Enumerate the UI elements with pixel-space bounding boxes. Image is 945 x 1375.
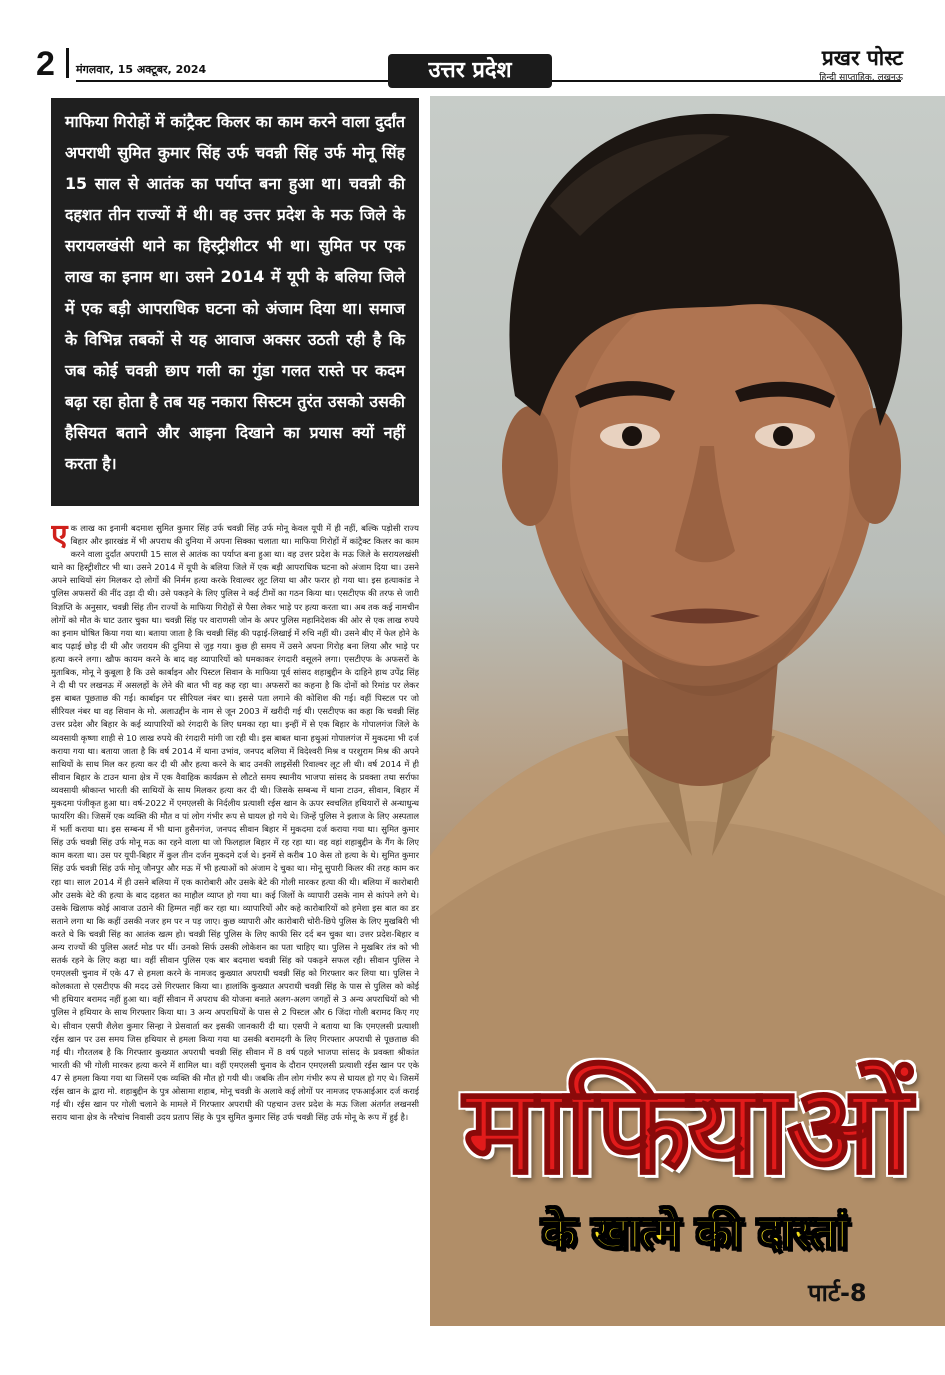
newspaper-tagline: हिन्दी साप्ताहिक, लखनऊ bbox=[819, 73, 903, 83]
issue-date: मंगलवार, 15 अक्टूबर, 2024 bbox=[76, 63, 207, 76]
page-number: 2 bbox=[36, 45, 55, 83]
header-divider bbox=[66, 48, 69, 78]
series-part: पार्ट-8 bbox=[808, 1279, 867, 1307]
masthead bbox=[0, 0, 945, 92]
subheadline: के खात्मे की दास्तां bbox=[541, 1206, 849, 1259]
drop-cap: ए bbox=[51, 522, 68, 553]
article-text: क लाख का इनामी बदमाश सुमित कुमार सिंह उर्फ चवन्नी सिंह उर्फ मोनू केवल यूपी में ही नहीं, बल्कि पड़ोसी राज्य बिहार और झारखंड में भी अपराध की दुनिया में अपना सिक्का चलाता था। माफिया गिरोहों में कांट्रैक्ट किलर का काम करने वाला दुर्दांत अपराधी 15 साल से आतंक का पर्याप्त बना हुआ था। वह उत्तर प्रदेश के मऊ जिले के सरायलखंसी थाने का हिस्ट्रीशीटर भी था। उसने 2014 में यूपी के बलिया जिले में एक बड़ी आपराधिक घटना को अंजाम दिया था। उसने अपने साथियों संग मिलकर दो लोगों की निर्मम हत्या करके रिवाल्वर लूट लिया था और फरार हो गया था। इस हत्याकांड ने पुलिस अफसरों की नींद उड़ा दी थी। उसे पकड़ने के लिए पुलिस ने कई टीमों का गठन किया था। एसटीएफ की तरफ से जारी विज्ञप्ति के अनुसार, चवन्नी सिंह तीन राज्यों के माफिया गिरोहों से पैसा लेकर भाड़े पर हत्या करता था। अब तक कई नामचीन लोगों को मौत के घाट उतार चुका था। चवन्नी सिंह पर वाराणसी जोन के अपर पुलिस महानिदेशक की ओर से एक लाख रुपये का इनाम घोषित किया गया था। बताया जाता है कि चवन्नी सिंह की पढ़ाई-लिखाई में रुचि नहीं थी। उसने बीए में फेल होने के बाद पढ़ाई छोड़ दी थी और जरायम की दुनिया से जुड़ गया। कुछ ही समय में उसने अपना गिरोह बना लिया और भाड़े पर हत्या करने लगा। खौफ कायम करने के बाद वह व्यापारियों को धमकाकर रंगदारी वसूलने लगा। एसटीएफ के अफसरों के मुताबिक, मोनू ने कुबूला है कि उसे कार्बाइन और पिस्टल सिवान के माफिया पूर्व सांसद शहाबुद्दीन के दाहिने हाथ उपेंद्र सिंह ने दी थी पर लखनऊ में असलहों के लेने की बात भी वह कह रहा था। अफसरों का कहना है कि दोनों को रिमांड पर लेकर इस बाबत पूछताछ की गई। कार्बाइन पर सीरियल नंबर था। इससे पता लगाने की कोशिश की गई। वहीं पिस्टल पर जो सीरियल नंबर था वह सिवान के मो. अलाउद्दीन के नाम से जून 2003 में खरीदी गई थी। एसटीएफ का कहा कि चवन्नी सिंह उत्तर प्रदेश और बिहार के कई व्यापारियों को रंगदारी के लिए धमका रहा था। इन्हीं में से एक बिहार के गोपालगंज जिले के व्यवसायी कृष्णा शाही से 10 लाख रुपये की रंगदारी मांगी जा रही थी। इस बाबत थाना हथुआं गोपालगंज में मुकदमा भी दर्ज कराया गया था। बताया जाता है कि वर्ष 2014 में थाना उभांव, जनपद बलिया में विदेश्वरी मिश्र व परशुराम मिश्र की अपने साथियों के साथ मिल कर हत्या कर दी थी और हत्या करने के बाद उनकी लाइसेंसी रिवाल्वर लूट ली थी। वर्ष 2014 में ही सीवान बिहार के टाउन थाना क्षेत्र में एक वैवाहिक कार्यक्रम से लौटते समय स्थानीय भाजपा सांसद के प्रवक्ता तथा सर्राफा व्यवसायी श्रीकान्त भारती की साथियों के साथ मिलकर हत्या कर दी थी। जिसके सम्बन्ध में थाना टाउन, सीवान, बिहार में मुकदमा पंजीकृत हुआ था। वर्ष-2022 में एमएलसी के निर्दलीय प्रत्याशी रईस खान के ऊपर स्वचलित हथियारों से अन्धाधुन्ध फायरिंग की। जिसमें एक व्यक्ति की मौत व पां लोग गंभीर रूप से घायल हो गये थे। जिन्हें पुलिस ने इलाज के लिए अस्पताल में भर्ती कराया था। इस सम्बन्ध में भी थाना हुसैनगंज, जनपद सीवान बिहार में मुकदमा दर्ज कराया गया था। सुमित कुमार सिंह उर्फ चवन्नी सिंह उर्फ मोनू मऊ का रहने वाला था जो फिलहाल बिहार में रह रहा था। वह वहां शहाबुद्दीन के गैंग के लिए काम करता था। उस पर यूपी-बिहार में कुल तीन दर्जन मुकदमे दर्ज थे। इनमें से करीब 10 केस तो हत्या के थे। सुमित कुमार सिंह उर्फ चवन्नी सिंह उर्फ मोनू जौनपुर और मऊ में भी हत्याओं को अंजाम दे चुका था। मोनू सुपारी किलर की तरह काम कर रहा था। साल 2014 में ही उसने बलिया में एक कारोबारी और उसके बेटे की गोली मारकर हत्या की थी। बलिया में कारोबारी और उसके बेटे की हत्या के बाद दहशत का माहौल व्याप्त हो गया था। कई जिलों के व्यापारी उसके नाम से कांपने लगे थे। उसके खिलाफ कोई आवाज उठाने की हिम्मत नहीं कर रहा था। व्यापारियों और कहे कारोबारियों को हमेशा इस बात का डर सताने लगा था कि कहीं उसकी नजर हम पर न पड़ जाए। कुछ व्यापारी और कारोबारी चोरी-छिपे पुलिस के लिए मुखबिरी भी करते थे कि चवन्नी सिंह का आतंक खत्म हो। चवन्नी सिंह पुलिस के लिए काफी सिर दर्द बन चुका था। उत्तर प्रदेश-बिहार व अन्य राज्यों की पुलिस अलर्ट मोड पर थीं। उनको सिर्फ उसकी लोकेशन का पता चाहिए था। पुलिस ने मुखबिर तंत्र को भी सतर्क रहने के लिए कहा था। वहीं सीवान पुलिस एक बार बदमाश चवन्नी सिंह को पकड़ने सफल रही। सीवान पुलिस ने एमएलसी चुनाव में एके 47 से हमला करने के नामजद कुख्यात अपराधी चवन्नी सिंह को गिरफ्तार कर लिया था। पुलिस ने कोलकाता से एसटीएफ की मदद उसे गिरफ्तार किया था। हालांकि कुख्यात अपराधी चवन्नी सिंह के पास से पुलिस को कोई भी हथियार बरामद नहीं हुआ था। वहीं सीवान में अपराध की योजना बनाते अलग-अलग जगहों से 3 अन्य अपराधियों को भी पुलिस ने हथियार के साथ गिरफ्तार किया था। 3 अन्य अपराधियों के पास से 2 पिस्टल और 6 जिंदा गोली बरामद किए गए थे। सीवान एसपी शैलेश कुमार सिन्हा ने प्रेसवार्ता कर इसकी जानकारी दी था। एसपी ने बताया था कि एमएलसी प्रत्याशी रईस खान पर उस समय जिस हथियार से हमला किया गया था उसकी बरामदगी के लिए गिरफ्तार अपराधी से पूछताछ की गई थी। गौरतलब है कि गिरफ्तार कुख्यात अपराधी चवन्नी सिंह सीवान में 8 वर्ष पहले भाजपा सांसद के प्रवक्ता श्रीकांत भारती की भी गोली मारकर हत्या करने में शामिल था। वहीं एमएलसी चुनाव के दौरान एमएलसी प्रत्याशी रईस खान पर एके 47 से हमला किया गया था जिसमें एक व्यक्ति की मौत हो गयी थी। जबकि तीन लोग गंभीर रूप से घायल हो गए थे। जिसमें रईस खान के द्वारा मो. शहाबुद्दीन के पुत्र ओसामा शहाब, मोनू चवन्नी के अलावे कई लोगों पर नामजद एफआईआर दर्ज कराई गई थी। रईस खान पर गोली चलाने के मामले में गिरफ्तार अपराधी की पहचान उत्तर प्रदेश के मऊ जिला अंतर्गत लखनसी सराय थाना क्षेत्र के नरैचांच निवासी उदय प्रताप सिंह के पुत्र सुमित कुमार सिंह उर्फ चवन्नी सिंह उर्फ मोनू के रूप में हुई है। bbox=[51, 523, 419, 1123]
section-label: उत्तर प्रदेश bbox=[388, 54, 552, 88]
headline: माफियाओं bbox=[463, 1059, 909, 1201]
article-body bbox=[51, 522, 419, 1324]
newspaper-name: प्रखर पोस्ट bbox=[821, 46, 903, 70]
intro-box: माफिया गिरोहों में कांट्रैक्ट किलर का काम करने वाला दुर्दांत अपराधी सुमित कुमार सिंह उर्फ चवन्नी सिंह उर्फ मोनू सिंह 15 साल से आतंक का पर्याप्त बना हुआ था। चवन्नी की दहशत तीन राज्यों में थी। वह उत्तर प्रदेश के मऊ जिले के सरायलखंसी थाने का हिस्ट्रीशीटर भी था। सुमित पर एक लाख का इनाम था। उसने 2014 में यूपी के बलिया जिले में एक बड़ी आपराधिक घटना को अंजाम दिया था। समाज के विभिन्न तबकों से यह आवाज अक्सर उठती रही है कि जब कोई चवन्नी छाप गली का गुंडा गलत रास्ते पर कदम बढ़ा रहा होता है तब यह नकारा सिस्टम तुरंत उसको उसकी हैसियत बताने और आइना दिखाने का प्रयास क्यों नहीं करता है। bbox=[51, 98, 419, 506]
